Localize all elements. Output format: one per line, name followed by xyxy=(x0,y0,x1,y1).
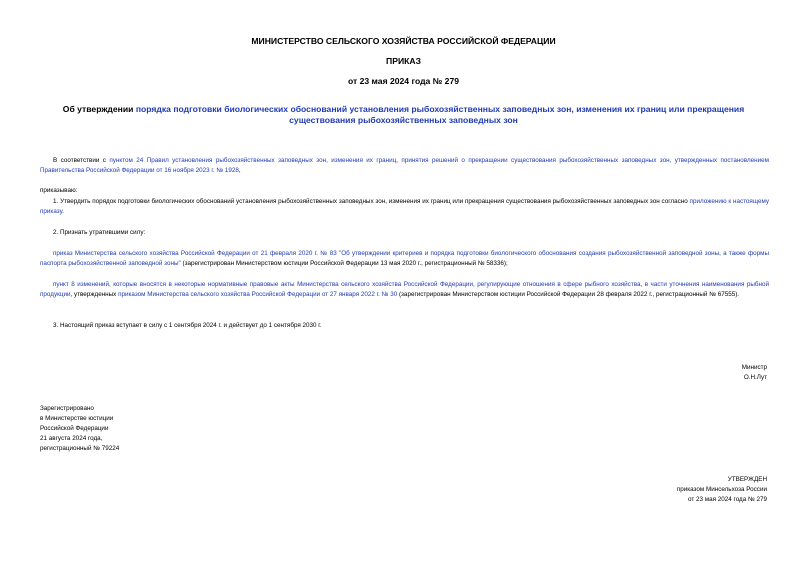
item-1-text-end: . xyxy=(62,208,64,215)
signature-block xyxy=(742,363,767,383)
item-2-sub-a-link[interactable]: приказ Министерства сельского хозяйства Российской Федерации от 21 февраля 2020 г. № 83 "Об утверждении критериев и порядка подготовки биологического обоснования создания рыбохозяйственной заповедной зоны, а также формы паспорта рыбохозяйственной заповедной зоны" xyxy=(40,250,769,267)
item-2-sub-b xyxy=(40,280,769,300)
preamble-text-end: , xyxy=(238,167,241,174)
preamble-paragraph xyxy=(40,156,769,176)
registration-line-2: в Министерстве юстиции xyxy=(40,415,114,422)
signature-title: Министр xyxy=(741,364,767,371)
item-2-sub-a-text: (зарегистрирован Министерством юстиции Российской Федерации 13 мая 2020 г., регистрационный № 58336); xyxy=(180,260,508,267)
item-2-sub-b-link-1[interactable]: пункт 8 изменений, которые вносятся в некоторые нормативные правовые акты Министерства сельского хозяйства Российской Федерации, регулирующие отношения в сфере рыбного хозяйства, в части уточнения наименования рыбной продукции xyxy=(40,281,769,298)
preamble-text: В соответствии с xyxy=(53,157,106,164)
item-1-text: 1. Утвердить порядок подготовки биологических обоснований установления рыбохозяйственных заповедных зон, изменения их границ или прекращения существования рыбохозяйственных заповедных зон согласно xyxy=(53,198,688,205)
registration-line-1: Зарегистрировано xyxy=(40,405,94,412)
approval-block xyxy=(677,475,767,505)
registration-line-5: регистрационный № 79224 xyxy=(40,445,120,452)
doc-type: ПРИКАЗ xyxy=(386,56,421,66)
registration-block xyxy=(40,404,119,454)
item-2-sub-a xyxy=(40,249,769,269)
registration-line-4: 21 августа 2024 года, xyxy=(40,435,103,442)
subject-prefix: Об утверждении xyxy=(62,104,134,114)
subject-link[interactable]: порядка подготовки биологических обоснований установления рыбохозяйственных заповедных зон, изменения их границ или прекращения существования рыбохозяйственных заповедных зон xyxy=(135,104,745,125)
item-3-paragraph: 3. Настоящий приказ вступает в силу с 1 сентября 2024 г. и действует до 1 сентября 2030 г. xyxy=(53,322,322,329)
signature-name: О.Н.Лут xyxy=(743,374,767,381)
item-1-paragraph xyxy=(40,197,769,217)
item-2-sub-b-link-2[interactable]: приказом Министерства сельского хозяйства Российской Федерации от 27 января 2022 г. № 30 xyxy=(118,291,398,298)
doc-date-number: от 23 мая 2024 года № 279 xyxy=(347,76,460,86)
ministry-title: МИНИСТЕРСТВО СЕЛЬСКОГО ХОЗЯЙСТВА РОССИЙСКОЙ ФЕДЕРАЦИИ xyxy=(251,36,556,46)
approval-line-2: приказом Минсельхоза России xyxy=(676,486,767,493)
approval-line-3: от 23 мая 2024 года № 279 xyxy=(688,496,767,503)
preamble-link[interactable]: пунктом 24 Правил установления рыбохозяйственных заповедных зон, изменения их границ, принятия решений о прекращении существования рыбохозяйственных заповедных зон, утвержденных постановлением Правительства Российской Федерации от 16 ноября 2023 г. № 1928 xyxy=(40,157,770,174)
approval-line-1: УТВЕРЖДЕН xyxy=(727,476,767,483)
document-subject xyxy=(40,104,767,126)
orders-word: приказываю: xyxy=(40,187,78,194)
registration-line-3: Российской Федерации xyxy=(40,425,109,432)
item-2-heading: 2. Признать утратившими силу: xyxy=(53,229,146,236)
item-2-sub-b-text-1: , утвержденных xyxy=(70,291,117,298)
item-1-link[interactable]: приложению к настоящему приказу xyxy=(40,198,769,215)
item-2-sub-b-text-2: (зарегистрирован Министерством юстиции Российской Федерации 28 февраля 2022 г., регистрационный № 67555). xyxy=(397,291,740,298)
